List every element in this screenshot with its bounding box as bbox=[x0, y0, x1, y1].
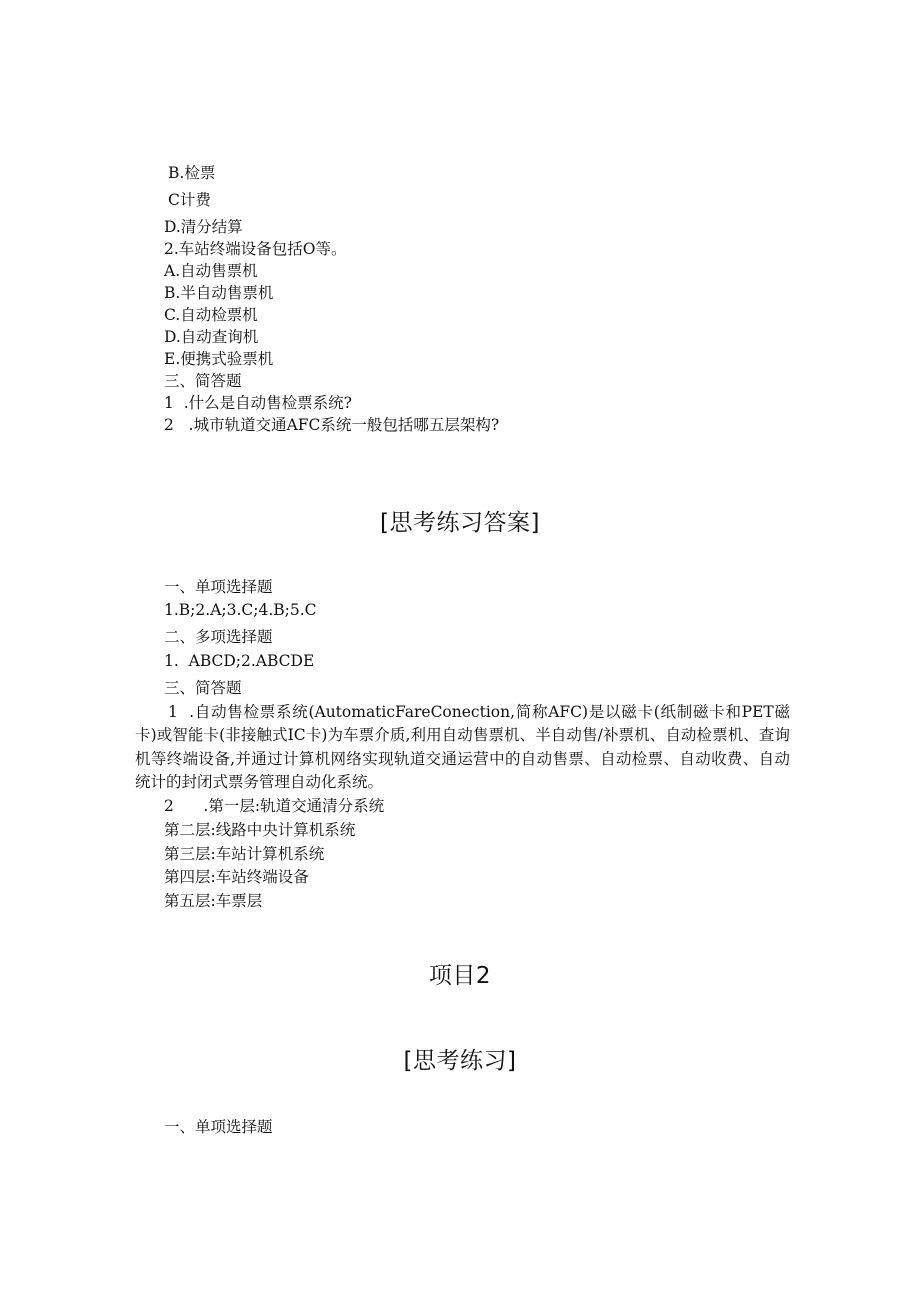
q2-option-e: E.便携式验票机 bbox=[164, 350, 274, 368]
answers-single-title: 一、单项选择题 bbox=[164, 578, 273, 596]
layer-4: 第四层:车站终端设备 bbox=[164, 868, 309, 886]
short-answer-section-title: 三、简答题 bbox=[164, 372, 242, 390]
next-section-title: 一、单项选择题 bbox=[164, 1118, 273, 1136]
answers-multi-values: 1. ABCD;2.ABCDE bbox=[164, 652, 315, 670]
option-c-fare-calc: C计费 bbox=[168, 191, 211, 209]
answers-short-title: 三、简答题 bbox=[164, 679, 242, 697]
project-heading: 项目2 bbox=[428, 963, 492, 989]
short-question-1: 1 .什么是自动售检票系统? bbox=[164, 394, 352, 412]
q2-option-d: D.自动查询机 bbox=[164, 328, 259, 346]
layer-2: 第二层:线路中央计算机系统 bbox=[164, 821, 356, 839]
answers-single-values: 1.B;2.A;3.C;4.B;5.C bbox=[164, 601, 317, 619]
answers-multi-title: 二、多项选择题 bbox=[164, 628, 273, 646]
q2-option-a: A.自动售票机 bbox=[164, 262, 258, 280]
short-answer-1-paragraph: 1 .自动售检票系统(AutomaticFareConection,简称AFC)是以磁卡(纸制磁卡和PET磁卡)或智能卡(非接触式IC卡)为车票介质,利用自动售票机、半自动售/补票机、自动检票机、查询机等终端设备,并通过计算机网络实现轨道交通运营中的自动售票、自动检票、自动收费、自动统计的封闭式票务管理自动化系统。 bbox=[135, 703, 790, 791]
short-question-2: 2 .城市轨道交通AFC系统一般包括哪五层架构? bbox=[164, 416, 500, 434]
layer-5: 第五层:车票层 bbox=[164, 892, 263, 910]
q2-option-c: C.自动检票机 bbox=[164, 306, 258, 324]
question-2-stem: 2.车站终端设备包括O等。 bbox=[164, 240, 347, 258]
q2-option-b: B.半自动售票机 bbox=[164, 284, 274, 302]
short-answer-2-first-layer: 2 .第一层:轨道交通清分系统 bbox=[164, 797, 385, 815]
layer-3: 第三层:车站计算机系统 bbox=[164, 845, 325, 863]
answers-heading: [思考练习答案] bbox=[380, 510, 540, 536]
option-d-clearing: D.清分结算 bbox=[164, 218, 243, 236]
option-b-ticket-check: B.检票 bbox=[168, 164, 216, 182]
practice-heading: [思考练习] bbox=[403, 1048, 517, 1074]
